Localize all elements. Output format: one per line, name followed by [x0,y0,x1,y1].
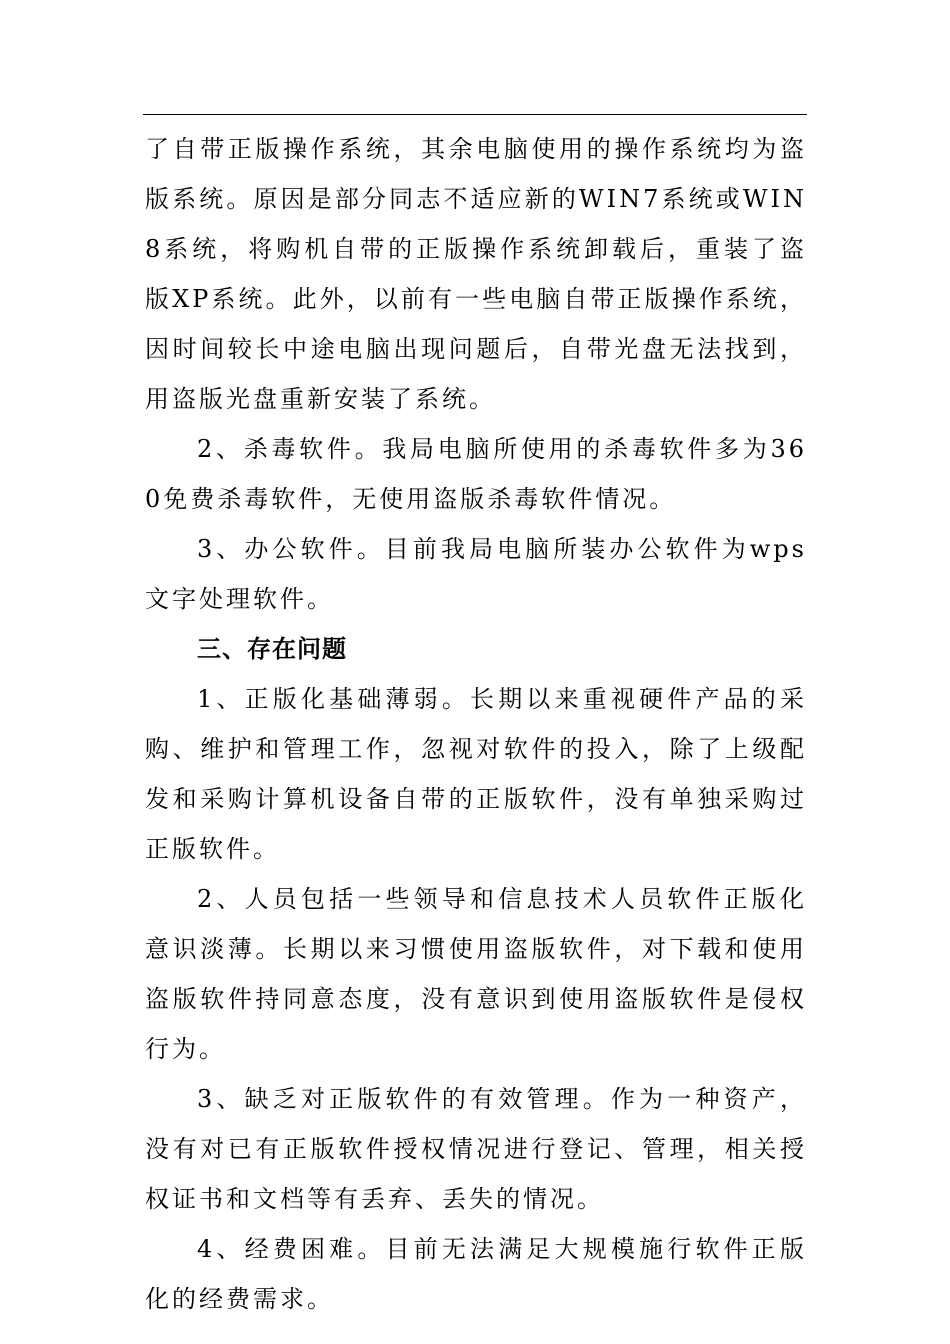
issue-item: 1、正版化基础薄弱。长期以来重视硬件产品的采购、维护和管理工作，忽视对软件的投入，除了上级配发和采购计算机设备自带的正版软件，没有单独采购过正版软件。 [145,685,807,863]
header-rule [143,114,807,115]
paragraph-os: 了自带正版操作系统，其余电脑使用的操作系统均为盗版系统。原因是部分同志不适应新的WIN7系统或WIN8系统，将购机自带的正版操作系统卸载后，重装了盗版XP系统。此外，以前有一些电脑自带正版操作系统，因时间较长中途电脑出现问题后，自带光盘无法找到，用盗版光盘重新安装了系统。 [145,135,807,413]
paragraph-office: 3、办公软件。目前我局电脑所装办公软件为wps文字处理软件。 [145,535,807,613]
issue-item: 3、缺乏对正版软件的有效管理。作为一种资产，没有对已有正版软件授权情况进行登记、管理，相关授权证书和文档等有丢弃、丢失的情况。 [145,1085,807,1213]
issue-item: 2、人员包括一些领导和信息技术人员软件正版化意识淡薄。长期以来习惯使用盗版软件，对下载和使用盗版软件持同意态度，没有意识到使用盗版软件是侵权行为。 [145,885,807,1063]
paragraph-antivirus: 2、杀毒软件。我局电脑所使用的杀毒软件多为360免费杀毒软件，无使用盗版杀毒软件情况。 [145,435,807,513]
section-heading: 三、存在问题 [197,635,347,663]
document-body [145,124,807,1324]
issue-item: 4、经费困难。目前无法满足大规模施行软件正版化的经费需求。 [145,1235,807,1313]
